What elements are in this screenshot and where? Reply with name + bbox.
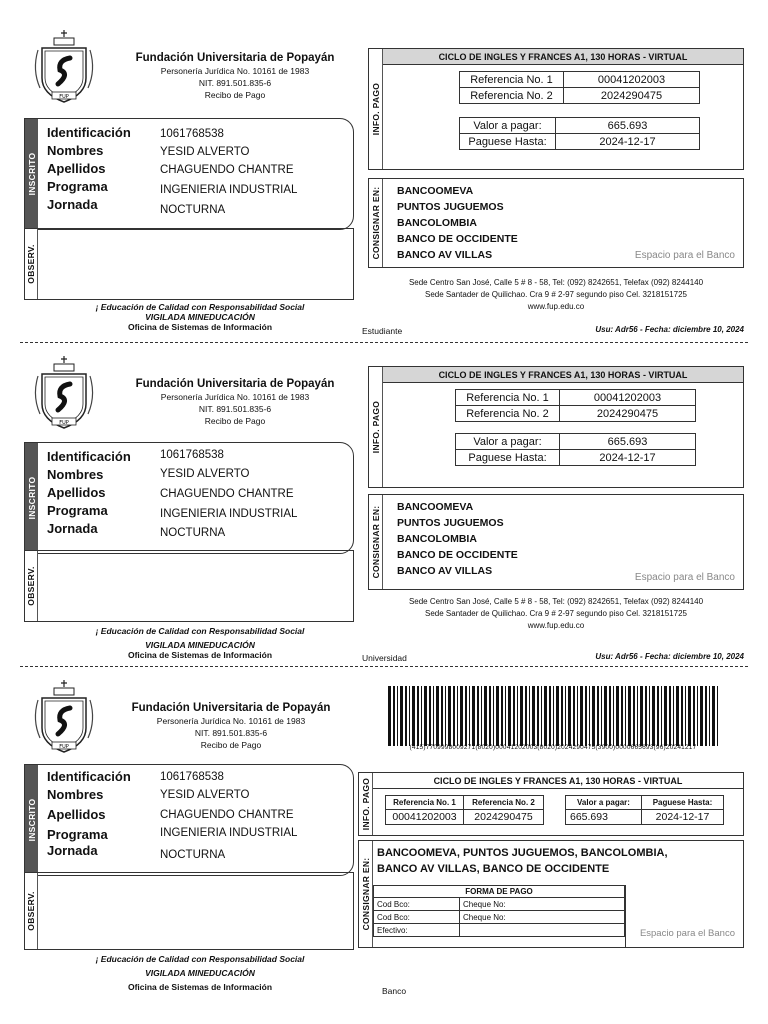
barcode-bar	[549, 686, 551, 746]
programa-value: INGENIERIA INDUSTRIAL	[160, 184, 298, 196]
usuario-fecha: Usu: Adr56 - Fecha: diciembre 10, 2024	[595, 325, 744, 334]
barcode-bar	[688, 686, 691, 746]
inscrito-tab: INSCRITO	[25, 443, 38, 553]
barcode-bar	[613, 686, 614, 746]
ciclo-title: CICLO DE INGLES Y FRANCES A1, 130 HORAS - VIRTUAL	[383, 367, 743, 383]
jornada-value: NOCTURNA	[160, 527, 226, 539]
barcode-bar	[532, 686, 535, 746]
inscrito-box	[24, 764, 354, 876]
logo-text: FUP	[59, 420, 69, 426]
institution-header	[116, 702, 346, 750]
ref1-value: 00041202003	[560, 390, 696, 406]
bank-item: BANCOOMEVA	[397, 185, 474, 197]
barcode-bar	[496, 686, 499, 746]
usuario-fecha: Usu: Adr56 - Fecha: diciembre 10, 2024	[595, 652, 744, 661]
barcode-bar	[445, 686, 446, 746]
footer-left	[40, 952, 360, 994]
barcode-bar	[529, 686, 530, 746]
barcode-bar	[661, 686, 662, 746]
barcode-bar	[700, 686, 703, 746]
vigilada-text: VIGILADA MINEDUCACIÓN	[145, 640, 255, 650]
barcode-bar	[676, 686, 679, 746]
espacio-banco: Espacio para el Banco	[634, 250, 735, 261]
ref2-value: 2024290475	[560, 406, 696, 422]
barcode-bar	[481, 686, 482, 746]
barcode-bar	[597, 686, 599, 746]
bank-item: BANCO DE OCCIDENTE	[397, 233, 518, 245]
jornada-label: Jornada	[47, 521, 98, 536]
barcode-bar	[472, 686, 475, 746]
ref2-value: 2024290475	[464, 810, 544, 825]
sede-line1: Sede Centro San José, Calle 5 # 8 - 58, Tel: (092) 8242651, Telefax (092) 8244140	[408, 278, 704, 287]
ref1-label: Referencia No. 1	[456, 390, 560, 406]
inscrito-box	[24, 442, 354, 554]
sede-line2: Sede Santader de Quilichao. Cra 9 # 2-97 segundo piso Cel. 3218151725	[425, 609, 687, 618]
apellidos-label: Apellidos	[47, 807, 106, 822]
programa-label: Programa	[47, 179, 108, 194]
valor-value: 665.693	[560, 434, 696, 450]
sede-web: www.fup.edu.co	[527, 302, 585, 311]
barcode-bar	[709, 686, 710, 746]
barcode-bar	[520, 686, 523, 746]
espacio-banco: Espacio para el Banco	[639, 928, 735, 939]
bank-item: BANCO AV VILLAS	[397, 565, 493, 577]
info-pago-box	[368, 48, 744, 170]
programa-value: INGENIERIA INDUSTRIAL	[160, 508, 298, 520]
barcode-bar	[400, 686, 403, 746]
institution-name: Fundación Universitaria de Popayán	[135, 378, 335, 390]
forma-pago-title: FORMA DE PAGO	[374, 886, 625, 898]
paguese-label: Paguese Hasta:	[642, 796, 724, 810]
barcode-bar	[469, 686, 470, 746]
barcode-bar	[501, 686, 503, 746]
ref1-value: 00041202003	[564, 72, 700, 88]
paguese-label: Paguese Hasta:	[460, 134, 556, 150]
institution-personeria: Personería Jurídica No. 10161 de 1983	[160, 392, 310, 402]
valor-label: Valor a pagar:	[460, 118, 556, 134]
payment-slip-banco	[0, 672, 768, 1012]
ref2-label: Referencia No. 2	[460, 88, 564, 104]
programa-value: INGENIERIA INDUSTRIAL	[160, 827, 298, 839]
observ-box	[24, 550, 354, 622]
barcode-bar	[652, 686, 655, 746]
vigilada-text: VIGILADA MINEDUCACIÓN	[145, 312, 255, 322]
barcode-bar	[664, 686, 667, 746]
fup-logo	[28, 356, 100, 432]
ref2-value: 2024290475	[564, 88, 700, 104]
identificacion-label: Identificación	[47, 449, 131, 464]
barcode-bar	[637, 686, 638, 746]
valor-label: Valor a pagar:	[456, 434, 560, 450]
bank-item: BANCOLOMBIA	[397, 533, 477, 545]
ref2-label: Referencia No. 2	[464, 796, 544, 810]
barcode-bar	[681, 686, 683, 746]
programa-label: Programa	[47, 503, 108, 518]
oficina-text: Oficina de Sistemas de Información	[127, 982, 273, 992]
identificacion-label: Identificación	[47, 769, 131, 784]
consignar-box	[358, 840, 744, 948]
cod-bco-label: Cod Bco:	[374, 898, 460, 911]
barcode-bar	[417, 686, 419, 746]
barcode-bar	[625, 686, 626, 746]
footer-left	[40, 626, 360, 660]
bank-list	[377, 845, 668, 877]
paguese-label: Paguese Hasta:	[456, 450, 560, 466]
payment-slip-estudiante	[0, 22, 768, 342]
barcode-bar	[477, 686, 479, 746]
inscrito-tab: INSCRITO	[25, 765, 38, 875]
institution-name: Fundación Universitaria de Popayán	[135, 52, 335, 64]
consignar-box	[368, 178, 744, 268]
institution-name: Fundación Universitaria de Popayán	[131, 702, 331, 714]
sede-web: www.fup.edu.co	[527, 621, 585, 630]
barcode-bar	[685, 686, 686, 746]
barcode-bar	[585, 686, 587, 746]
barcode-bar	[460, 686, 463, 746]
institution-header	[120, 378, 350, 426]
info-pago-tab: INFO. PAGO	[369, 367, 383, 487]
banco-divider	[625, 885, 626, 947]
sede-line2: Sede Santader de Quilichao. Cra 9 # 2-97 segundo piso Cel. 3218151725	[425, 290, 687, 299]
barcode-bar	[609, 686, 611, 746]
barcode	[388, 686, 718, 746]
nombres-label: Nombres	[47, 467, 104, 482]
barcode-bar	[409, 686, 410, 746]
efectivo-value	[460, 924, 625, 937]
barcode-bar	[573, 686, 575, 746]
logo-text: FUP	[59, 94, 69, 100]
cheque-label: Cheque No:	[460, 911, 625, 924]
barcode-bar	[429, 686, 431, 746]
apellidos-label: Apellidos	[47, 161, 106, 176]
espacio-banco: Espacio para el Banco	[634, 572, 735, 583]
barcode-bar	[397, 686, 398, 746]
reference-table	[455, 389, 696, 422]
valor-table	[455, 433, 696, 466]
bank-item: BANCO DE OCCIDENTE	[397, 549, 518, 561]
barcode-bar	[561, 686, 563, 746]
ref1-label: Referencia No. 1	[386, 796, 464, 810]
institution-nit: NIT. 891.501.835-6	[198, 78, 272, 88]
jornada-label: Jornada	[47, 843, 98, 858]
apellidos-label: Apellidos	[47, 485, 106, 500]
barcode-bar	[577, 686, 578, 746]
barcode-bar	[453, 686, 455, 746]
valor-value: 665.693	[556, 118, 700, 134]
inscrito-tab: INSCRITO	[25, 119, 38, 229]
valor-label: Valor a pagar:	[566, 796, 642, 810]
barcode-bar	[633, 686, 635, 746]
barcode-bar	[628, 686, 631, 746]
barcode-bar	[393, 686, 395, 746]
efectivo-label: Efectivo:	[374, 924, 460, 937]
barcode-bar	[508, 686, 511, 746]
identificacion-label: Identificación	[47, 125, 131, 140]
programa-label: Programa	[47, 827, 108, 842]
info-pago-tab: INFO. PAGO	[369, 49, 383, 169]
cheque-label: Cheque No:	[460, 898, 625, 911]
observ-box	[24, 872, 354, 950]
barcode-bar	[537, 686, 539, 746]
educacion-text: ¡ Educación de Calidad con Responsabilidad Social	[95, 302, 305, 312]
nombres-value: YESID ALVERTO	[160, 146, 250, 158]
barcode-bar	[640, 686, 643, 746]
payment-slip-universidad	[0, 348, 768, 666]
valor-value: 665.693	[566, 810, 642, 825]
copy-label: Estudiante	[362, 326, 403, 336]
barcode-bar	[669, 686, 671, 746]
apellidos-value: CHAGUENDO CHANTRE	[160, 164, 294, 176]
inscrito-box	[24, 118, 354, 230]
barcode-bar	[604, 686, 607, 746]
barcode-bar	[513, 686, 515, 746]
bank-item: PUNTOS JUGUEMOS	[397, 517, 504, 529]
observ-box	[24, 228, 354, 300]
educacion-text: ¡ Educación de Calidad con Responsabilidad Social	[95, 626, 305, 636]
ciclo-title: CICLO DE INGLES Y FRANCES A1, 130 HORAS - VIRTUAL	[373, 773, 743, 789]
barcode-bar	[693, 686, 695, 746]
consignar-tab: CONSIGNAR EN:	[359, 841, 373, 947]
ref-table-2	[565, 795, 724, 825]
barcode-bar	[673, 686, 674, 746]
bank-line-1: BANCOOMEVA, PUNTOS JUGUEMOS, BANCOLOMBIA,	[377, 847, 668, 859]
barcode-bar	[541, 686, 542, 746]
jornada-label: Jornada	[47, 197, 98, 212]
info-pago-box	[358, 772, 744, 836]
cut-line	[20, 666, 748, 667]
bank-item: BANCOOMEVA	[397, 501, 474, 513]
barcode-bar	[424, 686, 427, 746]
cod-bco-label: Cod Bco:	[374, 911, 460, 924]
fup-logo	[28, 30, 100, 106]
barcode-bar	[436, 686, 439, 746]
barcode-bar	[457, 686, 458, 746]
footer-left	[40, 302, 360, 332]
barcode-bar	[580, 686, 583, 746]
bank-line-2: BANCO AV VILLAS, BANCO DE OCCIDENTE	[377, 863, 610, 875]
nombres-value: YESID ALVERTO	[160, 468, 250, 480]
barcode-bar	[489, 686, 491, 746]
observ-tab: OBSERV.	[25, 229, 38, 299]
barcode-bar	[616, 686, 619, 746]
copy-label: Universidad	[362, 653, 407, 663]
barcode-bar	[712, 686, 715, 746]
identificacion-value: 1061768538	[160, 449, 224, 461]
barcode-bar	[421, 686, 422, 746]
observ-tab: OBSERV.	[25, 551, 38, 621]
ref2-label: Referencia No. 2	[456, 406, 560, 422]
barcode-bar	[621, 686, 623, 746]
nombres-label: Nombres	[47, 787, 104, 802]
sede-info	[368, 596, 744, 632]
paguese-value: 2024-12-17	[560, 450, 696, 466]
oficina-text: Oficina de Sistemas de Información	[127, 322, 273, 332]
institution-header	[120, 52, 350, 100]
recibo-label: Recibo de Pago	[200, 740, 262, 750]
copy-label: Banco	[382, 986, 407, 996]
barcode-bar	[565, 686, 566, 746]
apellidos-value: CHAGUENDO CHANTRE	[160, 809, 294, 821]
barcode-bar	[517, 686, 518, 746]
consignar-box	[368, 494, 744, 590]
barcode-bar	[717, 686, 718, 746]
institution-nit: NIT. 891.501.835-6	[194, 728, 268, 738]
ref1-value: 00041202003	[386, 810, 464, 825]
barcode-bar	[589, 686, 590, 746]
barcode-bar	[645, 686, 647, 746]
barcode-bar	[484, 686, 487, 746]
barcode-bar	[697, 686, 698, 746]
barcode-bar	[388, 686, 391, 746]
logo-text: FUP	[59, 744, 69, 750]
barcode-bar	[448, 686, 451, 746]
oficina-text: Oficina de Sistemas de Información	[127, 650, 273, 660]
consignar-tab: CONSIGNAR EN:	[369, 495, 383, 589]
paguese-value: 2024-12-17	[642, 810, 724, 825]
recibo-label: Recibo de Pago	[204, 416, 266, 426]
info-pago-tab: INFO. PAGO	[359, 773, 373, 835]
educacion-text: ¡ Educación de Calidad con Responsabilidad Social	[95, 954, 305, 964]
cut-line	[20, 342, 748, 343]
sede-info	[368, 277, 744, 313]
consignar-tab: CONSIGNAR EN:	[369, 179, 383, 267]
forma-pago-table	[373, 885, 625, 937]
ref1-label: Referencia No. 1	[460, 72, 564, 88]
identificacion-value: 1061768538	[160, 771, 224, 783]
barcode-bar	[525, 686, 527, 746]
reference-table	[459, 71, 700, 104]
identificacion-value: 1061768538	[160, 128, 224, 140]
bank-list	[397, 183, 518, 263]
info-pago-box	[368, 366, 744, 488]
barcode-bar	[505, 686, 506, 746]
institution-nit: NIT. 891.501.835-6	[198, 404, 272, 414]
nombres-value: YESID ALVERTO	[160, 789, 250, 801]
barcode-bar	[556, 686, 559, 746]
barcode-bar	[657, 686, 659, 746]
institution-personeria: Personería Jurídica No. 10161 de 1983	[160, 66, 310, 76]
bank-list	[397, 499, 518, 579]
bank-item: PUNTOS JUGUEMOS	[397, 201, 504, 213]
vigilada-text: VIGILADA MINEDUCACIÓN	[145, 968, 255, 978]
barcode-bar	[705, 686, 707, 746]
barcode-bar	[433, 686, 434, 746]
barcode-bar	[601, 686, 602, 746]
barcode-bar	[405, 686, 407, 746]
barcode-bar	[412, 686, 415, 746]
institution-personeria: Personería Jurídica No. 10161 de 1983	[156, 716, 306, 726]
sede-line1: Sede Centro San José, Calle 5 # 8 - 58, Tel: (092) 8242651, Telefax (092) 8244140	[408, 597, 704, 606]
barcode-bar	[493, 686, 494, 746]
ref-table-1	[385, 795, 544, 825]
jornada-value: NOCTURNA	[160, 204, 226, 216]
paguese-value: 2024-12-17	[556, 134, 700, 150]
barcode-bar	[441, 686, 443, 746]
barcode-bar	[553, 686, 554, 746]
recibo-label: Recibo de Pago	[204, 90, 266, 100]
apellidos-value: CHAGUENDO CHANTRE	[160, 488, 294, 500]
bank-item: BANCOLOMBIA	[397, 217, 477, 229]
barcode-text: (415)7709998009271(8020)00041202003(8020)2024290475(3900)0000665693(96)20241217	[409, 744, 697, 751]
ciclo-title: CICLO DE INGLES Y FRANCES A1, 130 HORAS - VIRTUAL	[383, 49, 743, 65]
nombres-label: Nombres	[47, 143, 104, 158]
barcode-bar	[544, 686, 547, 746]
jornada-value: NOCTURNA	[160, 849, 226, 861]
barcode-bar	[568, 686, 571, 746]
barcode-bar	[592, 686, 595, 746]
fup-logo	[28, 680, 100, 756]
bank-item: BANCO AV VILLAS	[397, 249, 493, 261]
observ-tab: OBSERV.	[25, 873, 38, 949]
valor-table	[459, 117, 700, 150]
barcode-bar	[649, 686, 650, 746]
barcode-bar	[465, 686, 467, 746]
